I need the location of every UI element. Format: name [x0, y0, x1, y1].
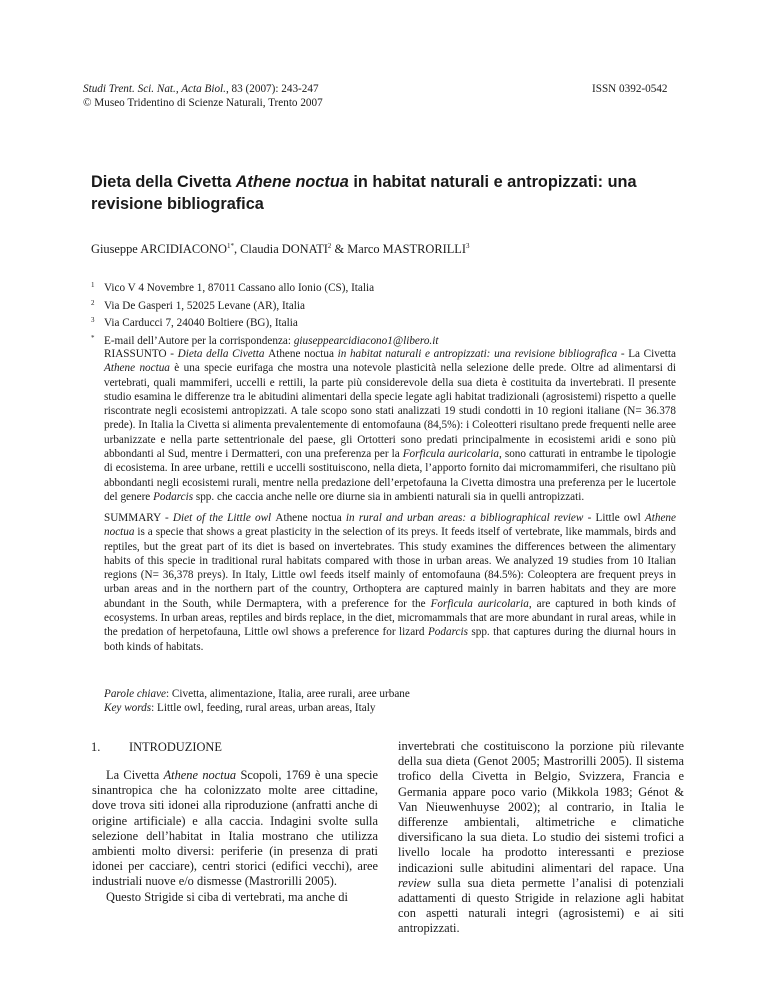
author-list: [91, 242, 469, 257]
title-text-end: in habitat naturali e antropizzati: una revisione bibliografica: [91, 173, 637, 213]
author-2: , Claudia DONATI: [233, 242, 328, 256]
title-species: Athene noctua: [235, 173, 349, 191]
author-1: Giuseppe ARCIDIACONO: [91, 242, 227, 256]
paper-title: [91, 172, 691, 215]
riassunto-abstract: RIASSUNTO - Dieta della Civetta Athene noctua in habitat naturali e antropizzati: una revisione bibliografica - La Civetta Athene noctua è una specie eurifaga che mostra una notevole plasticità nella selezione delle prede. Oltre ad alimentarsi di vertebrati, quali mammiferi, uccelli e rettili, la parte più considerevole della sua dieta è costituita da invertebrati. Il presente studio esamina le differenze tra le abitudini alimentari della specie legate agli habitat tradizionali (agrosistemi) rispetto a quelle riscontrate negli ecosistemi antropizzati. A tale scopo sono stati analizzati 19 studi condotti in 10 regioni italiane (N= 36.378 prede). In Italia la Civetta si alimenta prevalentemente di entomofauna (84,5%): i Coleotteri risultano prede frequenti nelle aree urbanizzate e nella parte settentrionale del paese, gli Ortotteri sono predati principalmente in ecosistemi aridi e sono più abbondanti al Sud, mentre i Dermatteri, con una preferenza per la Forficula auricolaria, sono catturati in entrambe le tipologie di ecosistema. In aree urbane, rettili e uccelli sostituiscono, nella dieta, l’apporto fornito dai micromammiferi, che risultano più abbondanti negli ecosistemi rurali, mentre nella predazione dell’erpetofauna la Civetta dimostra una preferenza per le lucertole del genere Podarcis spp. che caccia anche nelle ore diurne sia in ambienti naturali sia in quelli antropizzati.: [104, 348, 676, 503]
title-text: Dieta della Civetta: [91, 173, 236, 191]
author-3-mark: 3: [465, 242, 470, 250]
copyright-line: © Museo Tridentino di Scienze Naturali, Trento 2007: [83, 97, 323, 110]
paragraph: invertebrati che costituiscono la porzione più rilevante della sua dieta (Genot 2005; Mastrorilli 2005). Il sistema trofico della Civetta in Belgio, Svizzera, Francia e Germania appare poco vario (Mikkola 1983; Génot & Van Nieuwenhuyse 2002); al contrario, in Italia le differenze ambientali, altimetriche e climatiche diversificano la sua dieta. Lo studio dei sistemi trofici a livello locale ha prodotto interessanti e preziose indicazioni sulle abitudini alimentari del rapace. Una review sulla sua dieta permette l’analisi di potenziali adattamenti di questo Strigide in relazione agli habitat con aspetti naturali integri (agrosistemi) e ai siti antropizzati.: [398, 739, 684, 936]
keywords: [104, 687, 410, 716]
issn: ISSN 0392-0542: [592, 83, 668, 95]
correspondence: * E-mail dell’Autore per la corrispondenza: giuseppearcidiacono1@libero.it: [91, 333, 439, 347]
journal-reference: , 83 (2007): 243-247: [225, 83, 319, 95]
summary-abstract: SUMMARY - Diet of the Little owl Athene noctua in rural and urban areas: a bibliographical review - Little owl Athene noctua is a specie that shows a great plasticity in the selection of its preys. It feeds itself of vertebrate, like mammals, birds and reptiles, but the great part of its diet is based on invertebrates. This study examines the differences between the alimentary habits of this specie in traditional rural habitats compared with those in urban areas. We analyzed 19 studies from 10 Italian regions (N= 36,378 preys). In Italy, Little owl feeds itself mainly of entomofauna (84.5%): Coleoptera are frequent preys in urban areas and in the northern part of the country, Orthoptera are captured mainly in barren habitats and they are more abundant in the South, while Dermaptera, with a preference for the Forficula auricolaria, are captured in both kinds of ecosystems. In urban areas, reptiles and birds replace, in the diet, micromammals that are more abundant in rural areas, while in the predation of herpetofauna, Little owl shows a preference for lizard Podarcis spp. that captures during the diurnal hours in both kinds of habitats.: [104, 512, 676, 653]
section-heading: [91, 740, 222, 755]
keywords-italian: Parole chiave: Civetta, alimentazione, Italia, aree rurali, aree urbane: [104, 688, 410, 700]
keywords-english: Key words: Little owl, feeding, rural areas, urban areas, Italy: [104, 702, 376, 715]
body-column-left: [92, 768, 378, 905]
body-column-right: [398, 739, 684, 937]
paragraph: Questo Strigide si ciba di vertebrati, ma anche di: [106, 889, 348, 904]
author-3: & Marco MASTRORILLI: [331, 242, 466, 256]
correspondence-email[interactable]: giuseppearcidiacono1@libero.it: [293, 334, 439, 347]
affiliation: 2 Via De Gasperi 1, 52025 Levane (AR), Italia: [91, 298, 305, 312]
author-2-mark: 2: [327, 242, 332, 250]
section-number: 1.: [91, 740, 101, 754]
section-title: INTRODUZIONE: [129, 740, 222, 754]
affiliation: 1 Vico V 4 Novembre 1, 87011 Cassano allo Ionio (CS), Italia: [91, 281, 375, 294]
journal-header: [83, 82, 323, 111]
journal-name: Studi Trent. Sci. Nat., Acta Biol.: [83, 83, 226, 95]
affiliations: [91, 278, 438, 348]
author-1-mark: 1*: [226, 242, 234, 250]
paragraph: La Civetta Athene noctua Scopoli, 1769 è una specie sinantropica che ha colonizzato molte aree cittadine, dove trova siti idonei alla riproduzione (anfratti anche di origine artificiale) e alla caccia. Indagini svolte sulla selezione dell’habitat in Italia mostrano che utilizza ambienti molto diversi: periferie (in presenza di prati idonei per cacciare), centri storici (edifici vecchi), aree industriali nuove e/o dismesse (Mastrorilli 2005).: [92, 768, 378, 889]
affiliation: 3 Via Carducci 7, 24040 Boltiere (BG), Italia: [91, 316, 298, 330]
